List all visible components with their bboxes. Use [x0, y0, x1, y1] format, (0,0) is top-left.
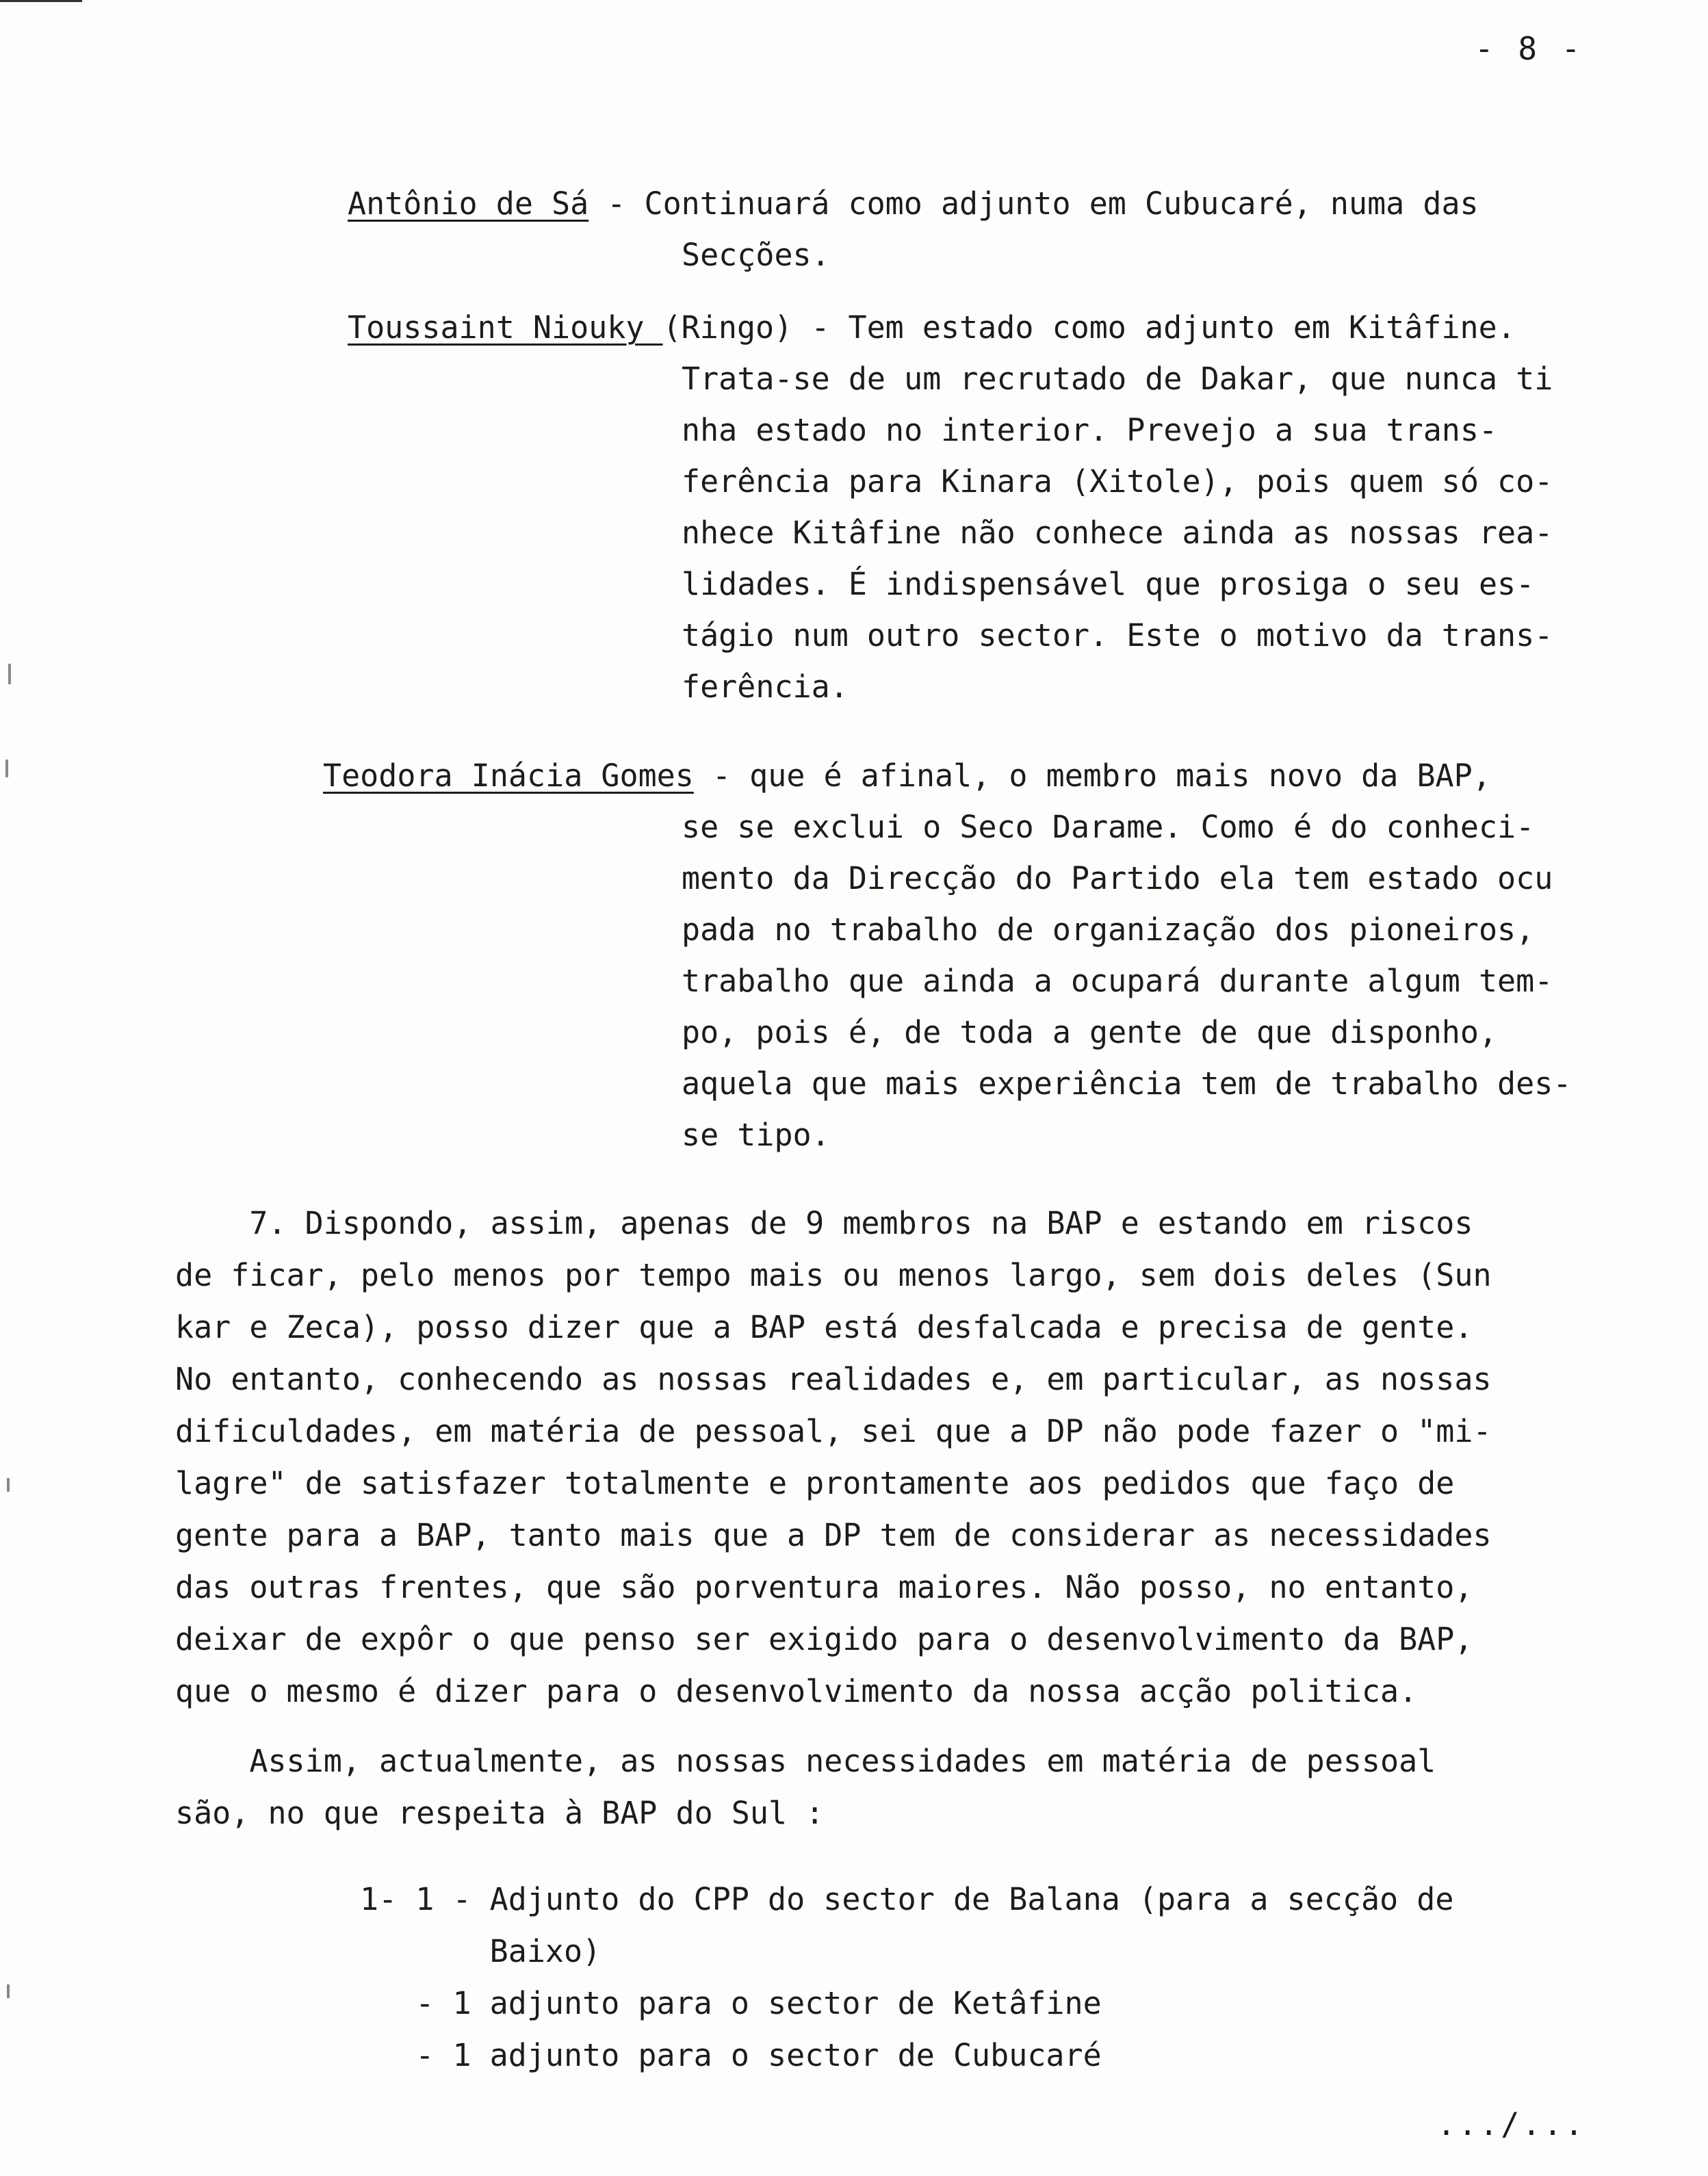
scan-mark — [7, 1984, 10, 1998]
entry-text-line: ferência. — [682, 669, 849, 705]
list-item: - 1 adjunto para o sector de Ketâfine — [360, 1985, 1102, 2021]
entry-text: - Continuará como adjunto em Cubucaré, numa das — [588, 185, 1479, 222]
entry-text-line: ferência para Kinara (Xitole), pois quem só co- — [682, 463, 1553, 500]
entry-text-line: nhece Kitâfine não conhece ainda as nossas rea- — [682, 515, 1553, 551]
entry-text-line: pada no trabalho de organização dos pioneiros, — [682, 911, 1535, 948]
scan-mark — [8, 664, 11, 684]
person-name: Teodora Inácia Gomes — [323, 757, 694, 794]
list-item: 1- 1 - Adjunto do CPP do sector de Balana (para a secção de — [360, 1881, 1454, 1917]
entry-text-line: trabalho que ainda a ocupará durante algum tem- — [682, 963, 1553, 999]
entry-text-line: po, pois é, de toda a gente de que disponho, — [682, 1014, 1498, 1050]
paragraph-line: No entanto, conhecendo as nossas realidades e, em particular, as nossas — [175, 1361, 1492, 1397]
entry-text-line: tágio num outro sector. Este o motivo da trans- — [682, 617, 1553, 653]
person-name: Antônio de Sá — [348, 185, 589, 222]
entry-text-line: se tipo. — [682, 1117, 830, 1153]
entry-text-line: se se exclui o Seco Darame. Como é do conheci- — [682, 809, 1535, 845]
entry-first-line — [348, 309, 1516, 346]
person-name: Toussaint Niouky — [348, 309, 663, 346]
entry-text: (Ringo) - Tem estado como adjunto em Kitâfine. — [662, 309, 1516, 346]
paragraph-line: Assim, actualmente, as nossas necessidades em matéria de pessoal — [175, 1743, 1436, 1779]
entry-first-line — [323, 757, 1491, 794]
paragraph-line: lagre" de satisfazer totalmente e prontamente aos pedidos que faço de — [175, 1465, 1455, 1501]
page-number: - 8 - — [1475, 30, 1583, 67]
entry-text: - que é afinal, o membro mais novo da BAP, — [693, 757, 1491, 794]
entry-text-line: Trata-se de um recrutado de Dakar, que nunca ti — [682, 361, 1553, 397]
continued-marker: .../... — [1437, 2106, 1586, 2142]
scan-mark — [7, 1478, 10, 1492]
entry-text-line: mento da Direcção do Partido ela tem estado ocu — [682, 860, 1553, 896]
scan-edge-line — [0, 0, 82, 2]
paragraph-line: de ficar, pelo menos por tempo mais ou menos largo, sem dois deles (Sun — [175, 1257, 1492, 1293]
entry-first-line — [348, 185, 1479, 222]
list-item: - 1 adjunto para o sector de Cubucaré — [360, 2037, 1102, 2073]
entry-text-line: nha estado no interior. Prevejo a sua trans- — [682, 412, 1498, 448]
entry-text-line: aquela que mais experiência tem de trabalho des- — [682, 1065, 1572, 1102]
list-item: Baixo) — [360, 1933, 601, 1969]
paragraph-line: das outras frentes, que são porventura maiores. Não posso, no entanto, — [175, 1569, 1473, 1605]
paragraph-line: 7. Dispondo, assim, apenas de 9 membros na BAP e estando em riscos — [175, 1205, 1473, 1241]
paragraph-line: kar e Zeca), posso dizer que a BAP está desfalcada e precisa de gente. — [175, 1309, 1473, 1345]
paragraph-line: gente para a BAP, tanto mais que a DP tem de considerar as necessidades — [175, 1517, 1492, 1553]
paragraph-line: deixar de expôr o que penso ser exigido para o desenvolvimento da BAP, — [175, 1621, 1473, 1657]
paragraph-line: que o mesmo é dizer para o desenvolvimento da nossa acção politica. — [175, 1673, 1418, 1709]
paragraph-line: são, no que respeita à BAP do Sul : — [175, 1795, 825, 1831]
paragraph-line: dificuldades, em matéria de pessoal, sei que a DP não pode fazer o "mi- — [175, 1413, 1492, 1449]
entry-text-line: Secções. — [682, 237, 830, 273]
scan-mark — [5, 760, 8, 777]
entry-text-line: lidades. É indispensável que prosiga o seu es- — [682, 566, 1535, 602]
